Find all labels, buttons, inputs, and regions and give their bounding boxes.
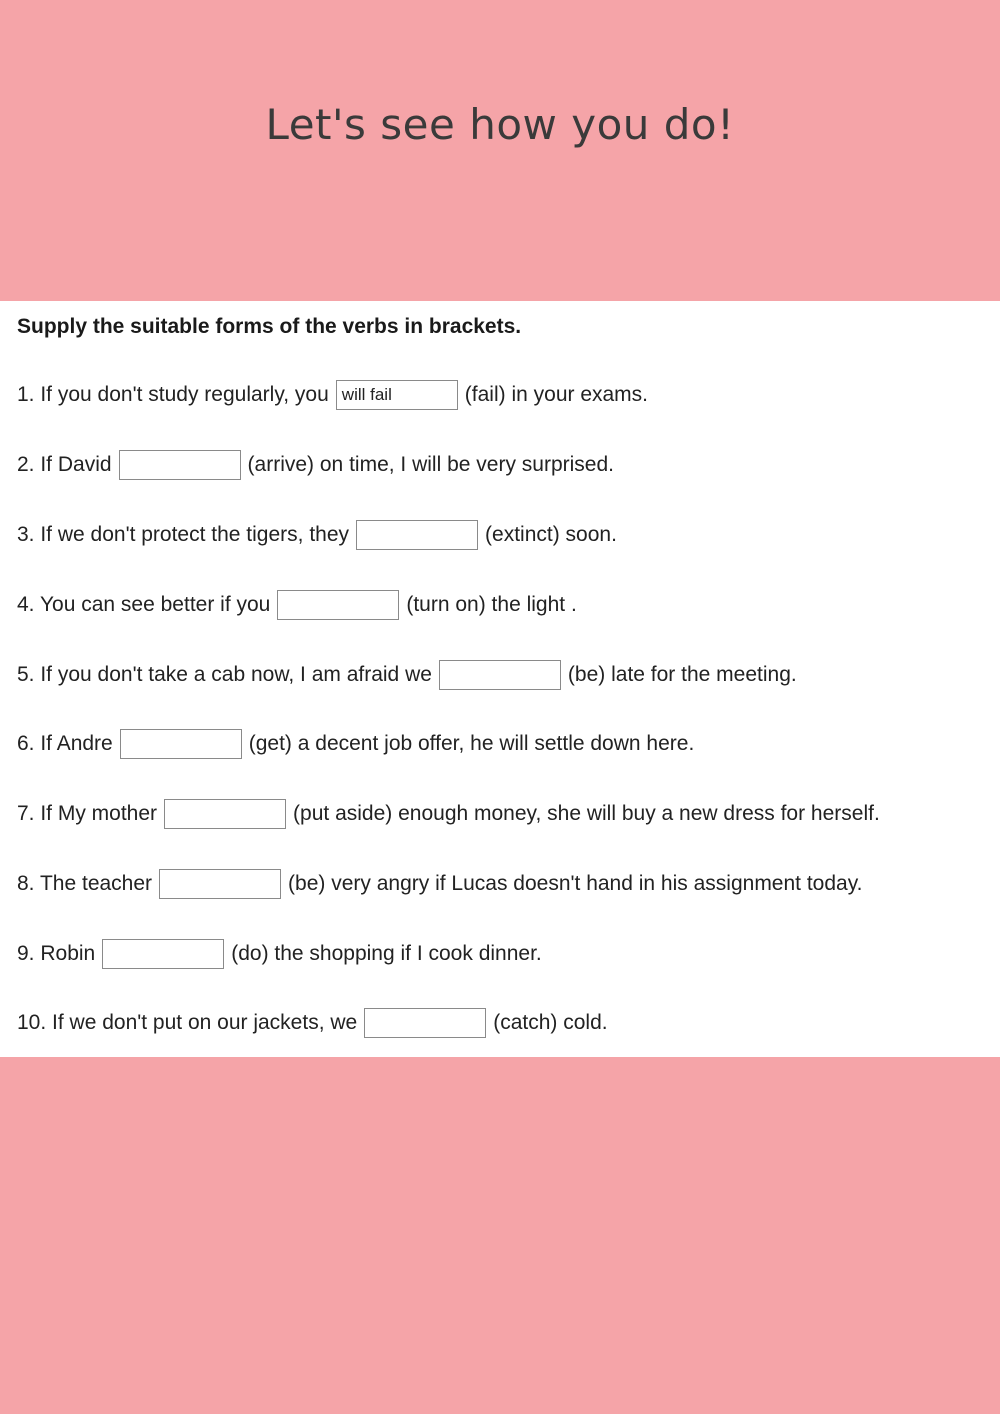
- exercise-item: [17, 659, 797, 691]
- exercise-item: [17, 449, 614, 481]
- item-text-before: 4. You can see better if you: [17, 593, 271, 616]
- item-text-before: 6. If Andre: [17, 732, 113, 755]
- item-text-after: (catch) cold.: [493, 1011, 608, 1034]
- item-text-before: 9. Robin: [17, 942, 96, 965]
- answer-field[interactable]: [277, 590, 399, 620]
- exercise-item: [17, 728, 694, 760]
- instructions: Supply the suitable forms of the verbs in brackets.: [17, 315, 522, 338]
- item-text-after: (turn on) the light .: [406, 593, 577, 616]
- item-text-after: (do) the shopping if I cook dinner.: [231, 942, 542, 965]
- item-text-after: (extinct) soon.: [485, 523, 617, 546]
- answer-field[interactable]: [356, 520, 478, 550]
- item-text-before: 3. If we don't protect the tigers, they: [17, 523, 350, 546]
- item-text-after: (be) very angry if Lucas doesn't hand in his assignment today.: [288, 872, 863, 895]
- exercise-item: [17, 1007, 608, 1039]
- exercise-item: [17, 868, 862, 900]
- item-text-after: (arrive) on time, I will be very surprised.: [247, 453, 614, 476]
- exercise-panel: [0, 301, 1000, 1057]
- item-text-after: (fail) in your exams.: [464, 383, 649, 406]
- item-text-before: 10. If we don't put on our jackets, we: [17, 1011, 358, 1034]
- page-title: Let's see how you do!: [265, 100, 735, 149]
- exercise-item: [17, 589, 577, 621]
- item-text-before: 8. The teacher: [17, 872, 153, 895]
- item-text-before: 7. If My mother: [17, 802, 158, 825]
- answer-field[interactable]: [119, 450, 241, 480]
- answer-field[interactable]: [364, 1008, 486, 1038]
- item-text-before: 1. If you don't study regularly, you: [17, 383, 329, 406]
- answer-field[interactable]: [102, 939, 224, 969]
- item-text-after: (get) a decent job offer, he will settle down here.: [248, 732, 695, 755]
- item-text-after: (be) late for the meeting.: [567, 663, 797, 686]
- exercise-item: [17, 519, 617, 551]
- answer-field[interactable]: [439, 660, 561, 690]
- item-text-after: (put aside) enough money, she will buy a new dress for herself.: [293, 802, 880, 825]
- item-text-before: 2. If David: [17, 453, 112, 476]
- item-text-before: 5. If you don't take a cab now, I am afraid we: [17, 663, 432, 686]
- answer-field[interactable]: [159, 869, 281, 899]
- answer-field[interactable]: will fail: [336, 380, 458, 410]
- exercise-item: [17, 938, 542, 970]
- exercise-item: [17, 798, 880, 830]
- answer-field[interactable]: [164, 799, 286, 829]
- exercise-item: [17, 379, 648, 411]
- answer-field[interactable]: [120, 729, 242, 759]
